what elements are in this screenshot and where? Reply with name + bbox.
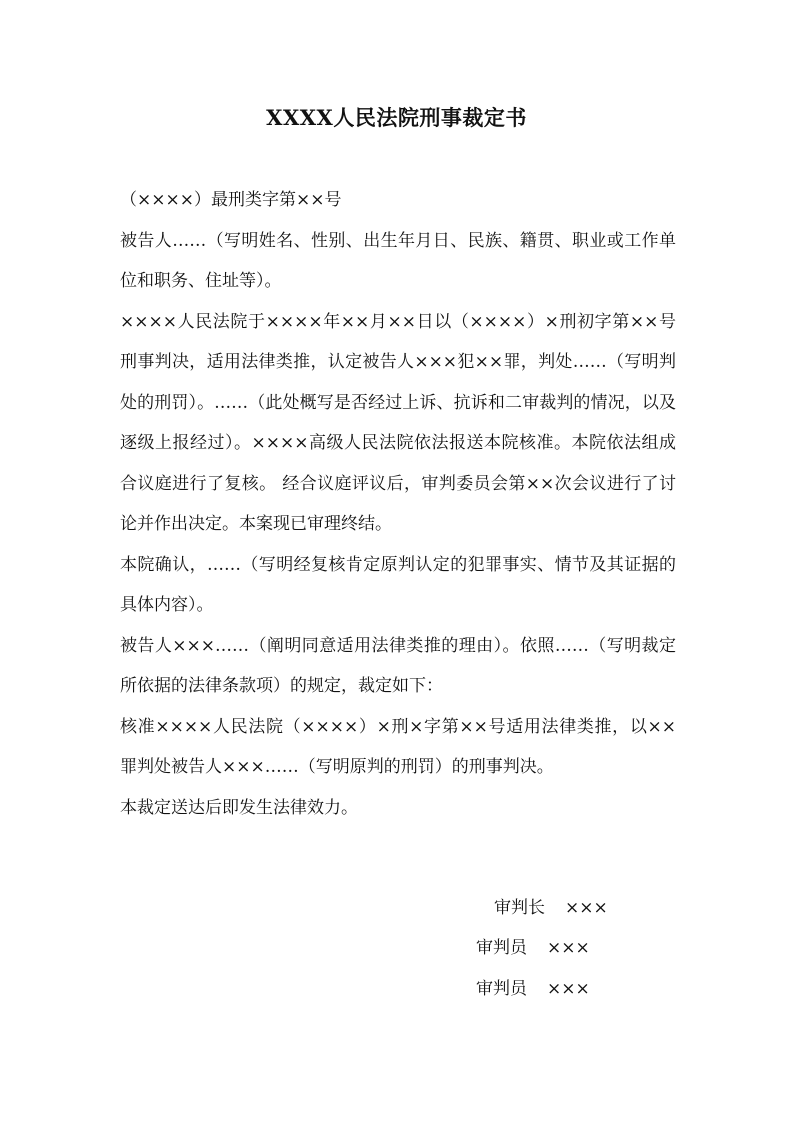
- signature-judge-1: [476, 928, 590, 968]
- paragraph-effect: 本裁定送达后即发生法律效力。: [120, 797, 358, 818]
- signature-role: 审判员: [476, 979, 527, 999]
- document-body: [120, 180, 676, 828]
- paragraph-history: ××××人民法院于××××年××月××日以（××××）×刑初字第××号刑事判决，适用法律类推，认定被告人×××犯××罪，判处……（写明判处的刑罚）。……（此处概写是否经过上诉、抗诉和二审裁判的情况，以及逐级上报经过）。××××高级人民法院依法报送本院核准。本院依法组成合议庭进行了复核。 经合议庭评议后，审判委员会第××次会议进行了讨论并作出决定。本案现已审理终结。: [120, 311, 676, 534]
- signature-judge-2: [476, 969, 590, 1009]
- signature-name: ×××: [547, 938, 590, 958]
- paragraph-reasoning: 被告人×××……（阐明同意适用法律类推的理由）。依照……（写明裁定所依据的法律条款项）的规定，裁定如下：: [120, 635, 676, 696]
- document-title: XXXX人民法院刑事裁定书: [266, 105, 527, 130]
- signature-presiding-judge: [494, 888, 608, 928]
- signature-role: 审判员: [476, 938, 527, 958]
- case-number: （××××）最刑类字第××号: [120, 190, 342, 210]
- signature-role: 审判长: [494, 898, 545, 918]
- signature-name: ×××: [565, 898, 608, 918]
- paragraph-confirmation: 本院确认，……（写明经复核肯定原判认定的犯罪事实、情节及其证据的具体内容）。: [120, 554, 676, 615]
- signature-name: ×××: [547, 979, 590, 999]
- paragraph-defendant: 被告人……（写明姓名、性别、出生年月日、民族、籍贯、职业或工作单位和职务、住址等）。: [120, 230, 676, 291]
- paragraph-ruling: 核准××××人民法院（××××）×刑×字第××号适用法律类推，以××罪判处被告人×××……（写明原判的刑罚）的刑事判决。: [120, 716, 676, 777]
